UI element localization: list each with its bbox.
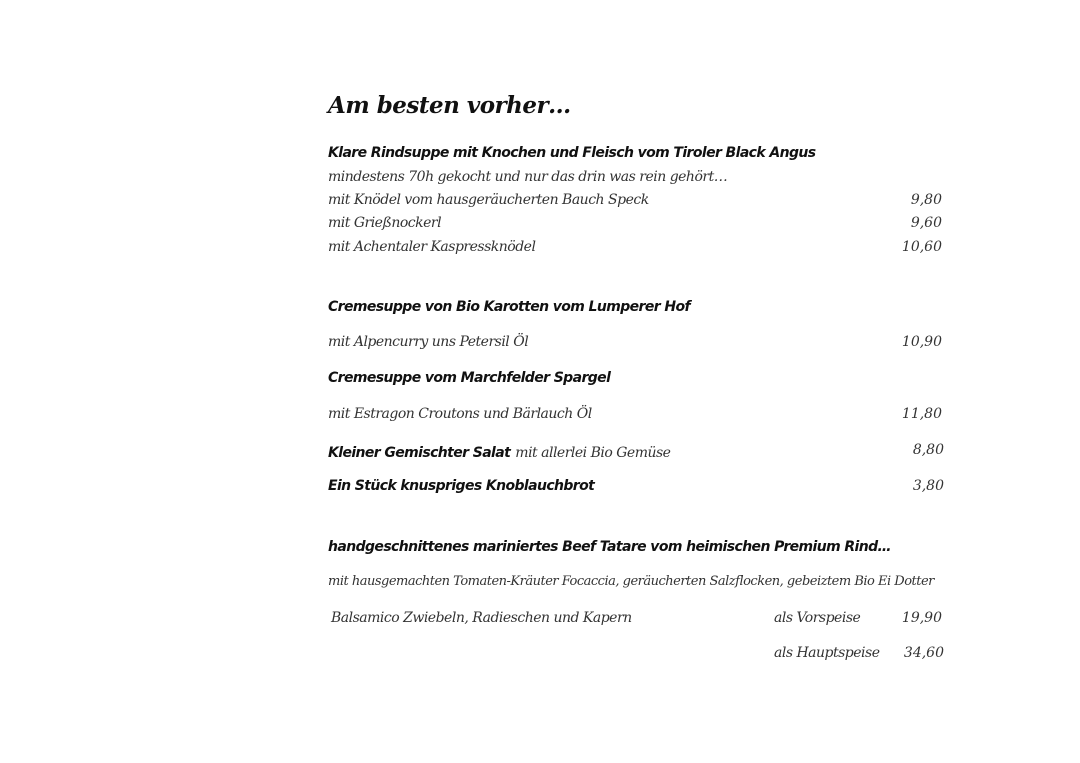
rindsuppe-note: mindestens 70h gekocht und nur das drin was rein gehört… [328, 169, 728, 185]
tatare-size-label: als Hauptspeise [774, 645, 880, 661]
tatare-size-label: als Vorspeise [774, 610, 861, 626]
rindsuppe-option-label: mit Knödel vom hausgeräucherten Bauch Speck [328, 192, 649, 208]
brot-title: Ein Stück knuspriges Knoblauchbrot [328, 478, 595, 494]
salat-line [328, 442, 670, 461]
rindsuppe-option-price: 9,60 [910, 215, 942, 231]
rindsuppe-option-label: mit Achentaler Kaspressknödel [328, 239, 536, 255]
spargel-desc: mit Estragon Croutons und Bärlauch Öl [328, 406, 592, 422]
spargel-price: 11,80 [901, 406, 942, 422]
tatare-size-price: 19,90 [901, 610, 942, 626]
karotten-desc: mit Alpencurry uns Petersil Öl [328, 334, 529, 350]
tatare-desc: mit hausgemachten Tomaten-Kräuter Focaccia, geräucherten Salzflocken, gebeiztem Bio Ei Dotter [328, 574, 934, 589]
tatare-desc: Balsamico Zwiebeln, Radieschen und Kapern [331, 610, 632, 626]
rindsuppe-option-price: 9,80 [910, 192, 942, 208]
salat-price: 8,80 [912, 442, 944, 458]
tatare-size-price: 34,60 [903, 645, 944, 661]
karotten-price: 10,90 [901, 334, 942, 350]
tatare-title: handgeschnittenes mariniertes Beef Tatare vom heimischen Premium Rind… [328, 539, 891, 555]
salat-title: Kleiner Gemischter Salat [328, 445, 511, 461]
rindsuppe-option-label: mit Grießnockerl [328, 215, 442, 231]
karotten-title: Cremesuppe von Bio Karotten vom Lumperer Hof [328, 299, 690, 315]
rindsuppe-title: Klare Rindsuppe mit Knochen und Fleisch vom Tiroler Black Angus [328, 145, 816, 161]
rindsuppe-option-price: 10,60 [901, 239, 942, 255]
salat-desc: mit allerlei Bio Gemüse [515, 445, 671, 461]
brot-price: 3,80 [912, 478, 944, 494]
spargel-title: Cremesuppe vom Marchfelder Spargel [328, 370, 611, 386]
menu-heading: Am besten vorher… [328, 92, 571, 119]
